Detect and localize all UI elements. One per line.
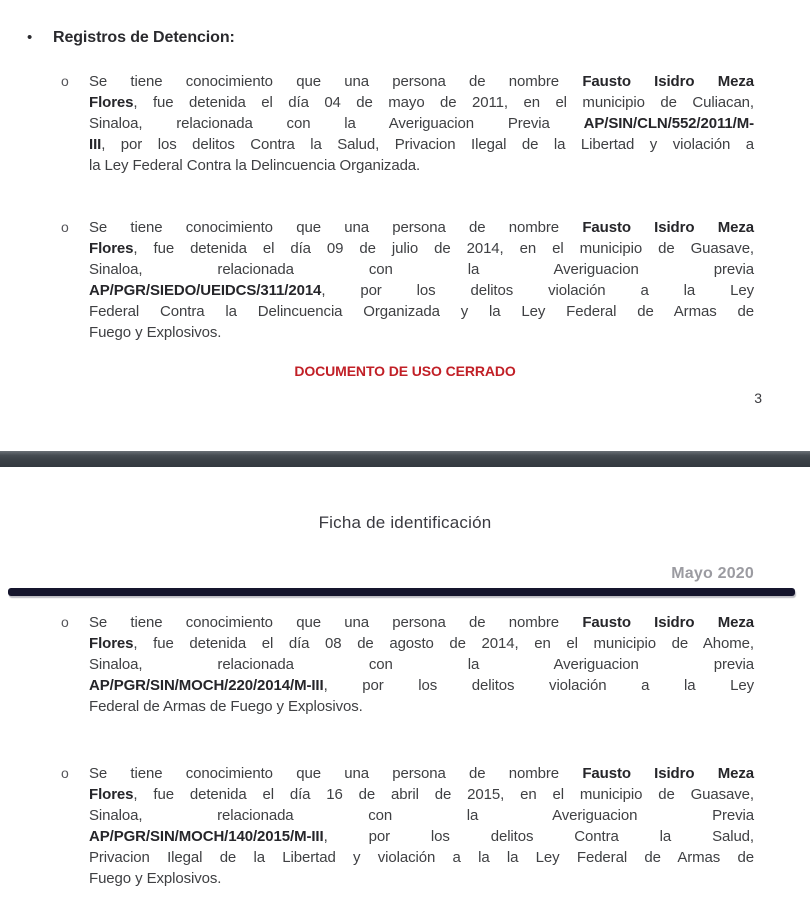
- circle-bullet-icon: o: [61, 614, 69, 630]
- text-line: [89, 868, 754, 889]
- text-line: [89, 238, 754, 259]
- text-segment: , por los delitos Contra la Salud,: [323, 828, 754, 845]
- circle-bullet-icon: o: [61, 765, 69, 781]
- bold-text-segment: Flores: [89, 94, 134, 111]
- text-line: [89, 259, 754, 280]
- text-segment: la Ley Federal Contra la Delincuencia Organizada.: [89, 157, 421, 174]
- bold-text-segment: Fausto Isidro Meza: [582, 73, 754, 90]
- text-line: [89, 763, 754, 784]
- text-line: [89, 113, 754, 134]
- text-segment: Sinaloa, relacionada con la Averiguacion Previa: [89, 115, 584, 132]
- circle-bullet-icon: o: [61, 219, 69, 235]
- text-line: [89, 301, 754, 322]
- text-segment: Fuego y Explosivos.: [89, 870, 222, 887]
- document-date: Mayo 2020: [671, 565, 754, 582]
- text-segment: , fue detenida el día 08 de agosto de 2014, en el municipio de Ahome,: [133, 635, 754, 652]
- detention-entries-page-3: [0, 71, 810, 343]
- text-line: [89, 92, 754, 113]
- text-line: [89, 654, 754, 675]
- detention-entry: [61, 763, 754, 889]
- document-title: Ficha de identificación: [318, 513, 492, 532]
- text-segment: Sinaloa, relacionada con la Averiguacion previa: [89, 656, 754, 673]
- bold-text-segment: AP/PGR/SIN/MOCH/140/2015/M-III: [89, 828, 324, 845]
- text-segment: , fue detenida el día 16 de abril de 2015, en el municipio de Guasave,: [133, 786, 754, 803]
- text-line: [89, 805, 754, 826]
- text-line: [89, 134, 754, 155]
- text-segment: Federal de Armas de Fuego y Explosivos.: [89, 698, 363, 715]
- text-segment: Federal Contra la Delincuencia Organizada y la Ley Federal de Armas de: [89, 303, 754, 320]
- bold-text-segment: AP/SIN/CLN/552/2011/M-: [583, 115, 754, 132]
- text-segment: Sinaloa, relacionada con la Averiguacion previa: [89, 261, 754, 278]
- detention-entry: [61, 217, 754, 343]
- text-line: [89, 633, 754, 654]
- bold-text-segment: Fausto Isidro Meza: [582, 614, 754, 631]
- entry-text: [89, 71, 754, 176]
- detention-entry: [61, 612, 754, 717]
- bold-text-segment: Fausto Isidro Meza: [582, 765, 754, 782]
- text-segment: Se tiene conocimiento que una persona de nombre: [89, 614, 583, 631]
- header-rule: [8, 588, 795, 596]
- text-line: [89, 847, 754, 868]
- page-number: 3: [754, 390, 762, 406]
- section-heading-row: [27, 0, 810, 49]
- text-line: [89, 322, 754, 343]
- text-line: [89, 155, 754, 176]
- bold-text-segment: Flores: [89, 635, 134, 652]
- text-segment: , fue detenida el día 09 de julio de 2014, en el municipio de Guasave,: [133, 240, 754, 257]
- page-separator-bar: [0, 451, 810, 467]
- sheet-page-4: [0, 511, 810, 900]
- text-segment: Se tiene conocimiento que una persona de nombre: [89, 219, 583, 236]
- closed-use-notice: DOCUMENTO DE USO CERRADO: [294, 363, 516, 379]
- text-segment: Privacion Ilegal de la Libertad y violación a la la Ley Federal de Armas de: [89, 849, 754, 866]
- bold-text-segment: Flores: [89, 786, 134, 803]
- text-segment: , por los delitos violación a la Ley: [323, 677, 754, 694]
- bold-text-segment: AP/PGR/SIN/MOCH/220/2014/M-III: [89, 677, 324, 694]
- circle-bullet-icon: o: [61, 73, 69, 89]
- text-line: [89, 217, 754, 238]
- text-segment: , por los delitos violación a la Ley: [321, 282, 754, 299]
- bold-text-segment: Fausto Isidro Meza: [582, 219, 754, 236]
- text-line: [89, 826, 754, 847]
- text-segment: Se tiene conocimiento que una persona de nombre: [89, 765, 583, 782]
- text-line: [89, 71, 754, 92]
- section-heading: Registros de Detencion:: [53, 29, 235, 46]
- bold-text-segment: III: [89, 136, 102, 153]
- text-segment: Fuego y Explosivos.: [89, 324, 222, 341]
- detention-entries-page-4: [0, 612, 810, 889]
- entry-text: [89, 612, 754, 717]
- disc-bullet-icon: •: [27, 29, 33, 46]
- text-line: [89, 675, 754, 696]
- text-segment: , por los delitos Contra la Salud, Privacion Ilegal de la Libertad y violación a: [101, 136, 754, 153]
- text-segment: , fue detenida el día 04 de mayo de 2011, en el municipio de Culiacan,: [133, 94, 754, 111]
- text-line: [89, 612, 754, 633]
- text-line: [89, 280, 754, 301]
- bold-text-segment: AP/PGR/SIEDO/UEIDCS/311/2014: [89, 282, 322, 299]
- detention-entry: [61, 71, 754, 176]
- text-line: [89, 784, 754, 805]
- text-segment: Sinaloa, relacionada con la Averiguacion Previa: [89, 807, 754, 824]
- text-line: [89, 696, 754, 717]
- entry-text: [89, 763, 754, 889]
- bold-text-segment: Flores: [89, 240, 134, 257]
- entry-text: [89, 217, 754, 343]
- text-segment: Se tiene conocimiento que una persona de nombre: [89, 73, 583, 90]
